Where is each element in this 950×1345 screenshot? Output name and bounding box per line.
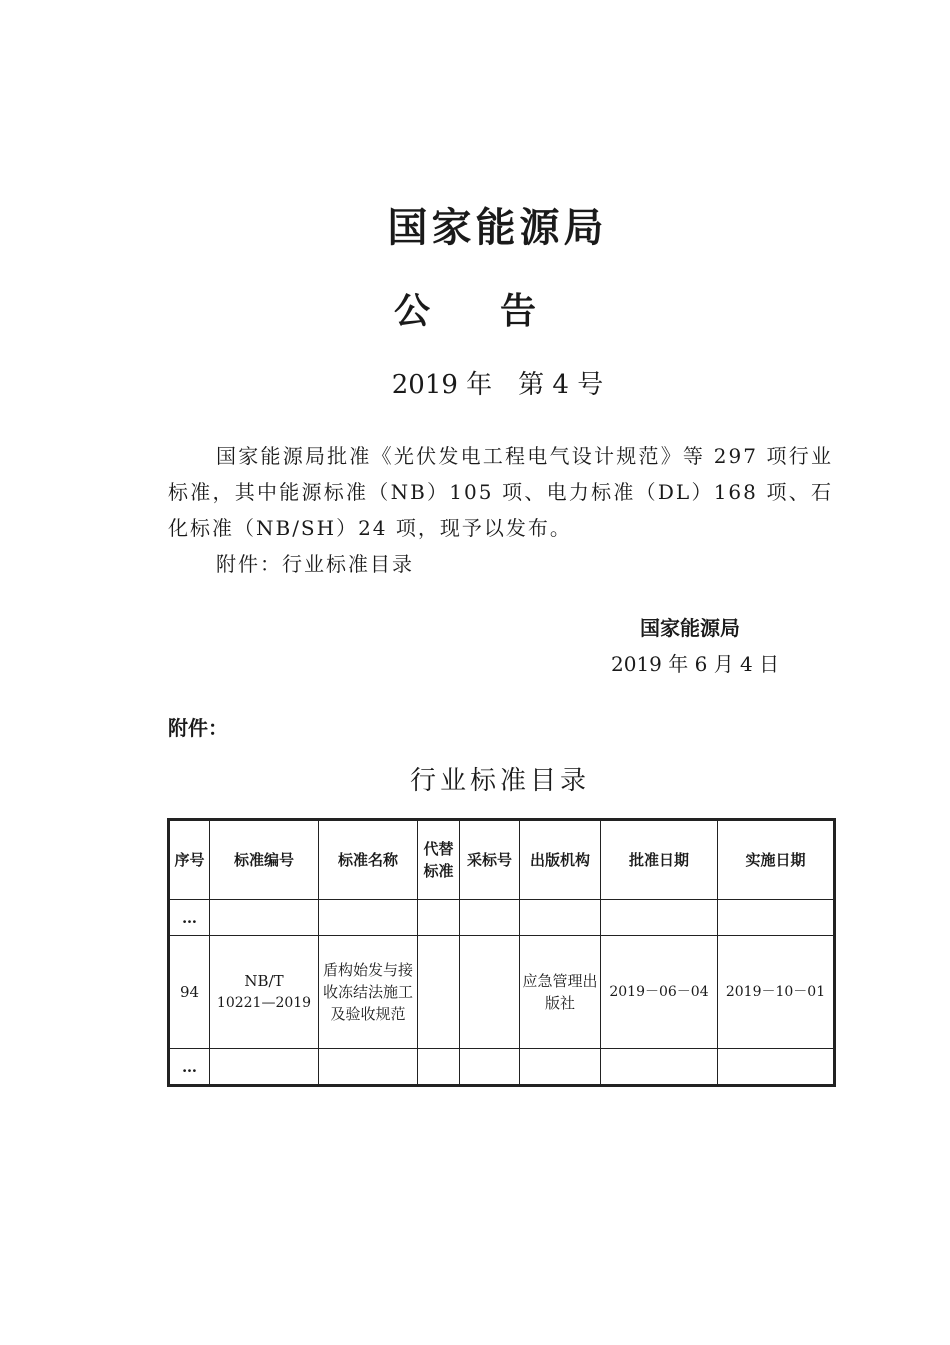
cell-effective: 2019－10－01 (718, 936, 835, 1049)
signature-date: 2019 年 6 月 4 日 (611, 652, 780, 676)
empty-cell (601, 1049, 718, 1086)
notice-title: 公告 (393, 291, 606, 332)
ellipsis-cell: … (169, 900, 210, 936)
attachment-reference: 附件：行业标准目录 (216, 552, 414, 576)
standards-table (167, 818, 836, 1087)
header-seq: 序号 (169, 820, 210, 900)
empty-cell (718, 900, 835, 936)
signature-org: 国家能源局 (640, 616, 740, 640)
cell-approved: 2019－06－04 (601, 936, 718, 1049)
table-row (169, 900, 835, 936)
empty-cell (210, 1049, 319, 1086)
cell-code-line1: NB/T (244, 972, 284, 990)
cell-publisher: 应急管理出版社 (520, 936, 601, 1049)
header-name: 标准名称 (319, 820, 418, 900)
table-header-row (169, 820, 835, 900)
issue-number: 2019 年 第 4 号 (391, 370, 604, 400)
attachment-heading: 附件： (168, 716, 228, 740)
cell-name: 盾构始发与接收冻结法施工及验收规范 (319, 936, 418, 1049)
notice-paragraph: 国家能源局批准《光伏发电工程电气设计规范》等 297 项行业标准，其中能源标准（NB）105 项、电力标准（DL）168 项、石化标准（NB/SH）24 项，现予以发布。 (168, 444, 833, 540)
page-title: 国家能源局 (387, 205, 608, 251)
header-approved: 批准日期 (601, 820, 718, 900)
empty-cell (210, 900, 319, 936)
empty-cell (418, 900, 460, 936)
cell-code-line2: 10221—2019 (216, 995, 312, 1011)
empty-cell (418, 1049, 460, 1086)
empty-cell (319, 900, 418, 936)
cell-replaced (418, 936, 460, 1049)
empty-cell (601, 900, 718, 936)
header-effective: 实施日期 (718, 820, 835, 900)
cell-code (210, 936, 319, 1049)
empty-cell (460, 1049, 520, 1086)
catalog-title: 行业标准目录 (409, 766, 590, 796)
cell-seq: 94 (169, 936, 210, 1049)
empty-cell (520, 1049, 601, 1086)
empty-cell (520, 900, 601, 936)
notice-body (168, 438, 833, 582)
header-replaced: 代替标准 (418, 820, 460, 900)
table-row (169, 1049, 835, 1086)
header-adopted: 采标号 (460, 820, 520, 900)
empty-cell (319, 1049, 418, 1086)
empty-cell (718, 1049, 835, 1086)
table-row (169, 936, 835, 1049)
empty-cell (460, 900, 520, 936)
header-publisher: 出版机构 (520, 820, 601, 900)
cell-adopted (460, 936, 520, 1049)
header-code: 标准编号 (210, 820, 319, 900)
ellipsis-cell: … (169, 1049, 210, 1086)
